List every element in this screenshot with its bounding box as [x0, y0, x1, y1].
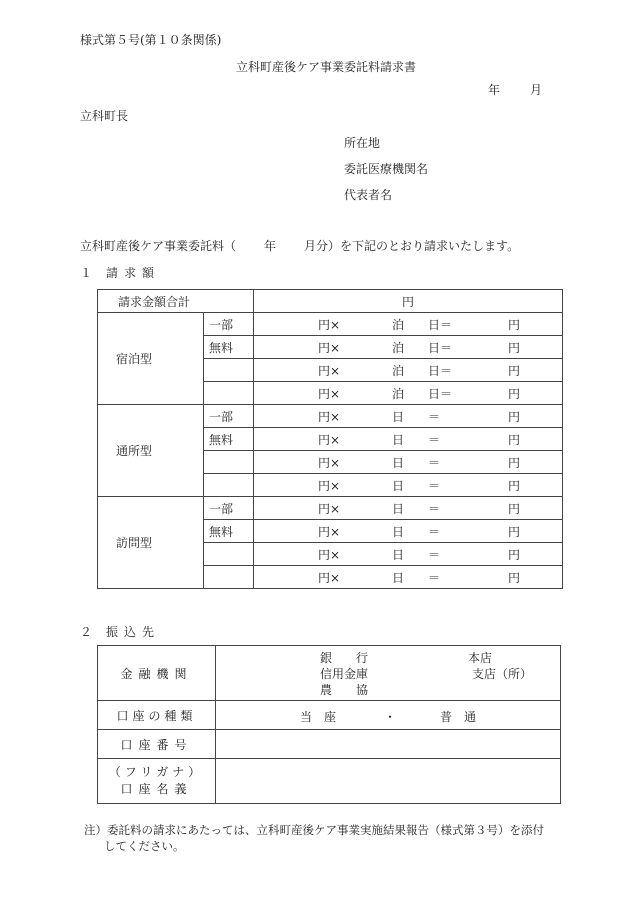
addressee: 立科町長 [80, 109, 129, 123]
intro-text [80, 237, 519, 254]
unit-price-yen: 円× [318, 317, 341, 332]
page-title: 立科町産後ケア事業委託料請求書 [236, 60, 417, 74]
unit-price-yen: 円× [318, 363, 341, 378]
group-label: 通所型 [98, 405, 204, 497]
institution-value [216, 646, 561, 701]
fee-type-cell: 一部 [204, 313, 254, 336]
ordinary-account-option: 普 通 [440, 710, 477, 724]
table-row [98, 730, 561, 759]
calc-cell [254, 520, 563, 543]
table-row [98, 646, 561, 701]
subtotal-yen: 円 [508, 478, 521, 493]
count-unit: 日 [392, 409, 405, 424]
count-unit: 泊 [392, 363, 405, 378]
holder-label-cell [98, 759, 216, 804]
calc-cell [254, 428, 563, 451]
account-type-label: 口座の種類 [98, 701, 216, 730]
fee-type-cell [204, 543, 254, 566]
fee-type-cell [204, 566, 254, 589]
applicant-institution-label: 委託医療機関名 [344, 162, 429, 176]
subtotal-yen: 円 [508, 547, 521, 562]
subtotal-yen: 円 [508, 363, 521, 378]
equals-unit: ＝ [428, 547, 441, 562]
subtotal-yen: 円 [508, 570, 521, 585]
count-unit: 日 [392, 501, 405, 516]
group-label: 宿泊型 [98, 313, 204, 405]
count-unit: 日 [392, 547, 405, 562]
table-row [98, 290, 563, 313]
count-unit: 日 [392, 524, 405, 539]
subtotal-yen: 円 [508, 524, 521, 539]
equals-unit: ＝ [428, 501, 441, 516]
bank-option: 銀 行 [320, 651, 369, 665]
equals-unit: ＝ [428, 409, 441, 424]
subtotal-yen: 円 [508, 340, 521, 355]
branch-option: 支店（所） [472, 667, 533, 681]
section1-number: １ [80, 266, 93, 280]
calc-cell [254, 313, 563, 336]
unit-price-yen: 円× [318, 409, 341, 424]
subtotal-yen: 円 [508, 386, 521, 401]
fee-type-cell [204, 382, 254, 405]
institution-label: 金融機関 [98, 646, 216, 701]
equals-unit: 日＝ [428, 386, 453, 401]
unit-price-yen: 円× [318, 501, 341, 516]
group-label: 訪問型 [98, 497, 204, 589]
equals-unit: ＝ [428, 570, 441, 585]
unit-price-yen: 円× [318, 570, 341, 585]
section2-heading [80, 623, 160, 640]
table-row [98, 497, 563, 520]
holder-label: 口座名義 [120, 782, 193, 796]
calc-cell [254, 336, 563, 359]
applicant-representative-label: 代表者名 [344, 188, 393, 202]
unit-price-yen: 円× [318, 547, 341, 562]
subtotal-yen: 円 [508, 501, 521, 516]
note-line1: 注）委託料の請求にあたっては、立科町産後ケア事業実施結果報告（様式第３号）を添付 [84, 823, 544, 837]
calc-cell [254, 474, 563, 497]
equals-unit: ＝ [428, 455, 441, 470]
count-unit: 日 [392, 432, 405, 447]
fee-type-cell: 一部 [204, 497, 254, 520]
section2-title: 振込先 [106, 625, 161, 639]
unit-price-yen: 円× [318, 478, 341, 493]
equals-unit: ＝ [428, 524, 441, 539]
account-number-value [216, 730, 561, 759]
furigana-label: （フリガナ） [108, 765, 205, 779]
fee-type-cell [204, 359, 254, 382]
current-account-option: 当 座 [300, 710, 337, 724]
subtotal-yen: 円 [508, 432, 521, 447]
invoice-table [97, 289, 563, 589]
bank-table [97, 645, 561, 804]
table-row [98, 405, 563, 428]
table-row [98, 701, 561, 730]
calc-cell [254, 405, 563, 428]
equals-unit: ＝ [428, 432, 441, 447]
section1-title: 請求額 [106, 266, 161, 280]
equals-unit: 日＝ [428, 317, 453, 332]
fee-type-cell: 無料 [204, 428, 254, 451]
equals-unit: 日＝ [428, 363, 453, 378]
count-unit: 日 [392, 455, 405, 470]
unit-price-yen: 円× [318, 386, 341, 401]
fee-type-cell: 無料 [204, 520, 254, 543]
head-office-option: 本店 [468, 651, 493, 665]
unit-price-yen: 円× [318, 524, 341, 539]
fee-type-cell [204, 474, 254, 497]
equals-unit: 日＝ [428, 340, 453, 355]
intro-year: 年 [264, 239, 277, 253]
type-separator: ・ [384, 710, 397, 724]
calc-cell [254, 543, 563, 566]
intro-month-suffix: 月分）を下記のとおり請求いたします。 [304, 239, 520, 253]
table-row [98, 759, 561, 804]
account-number-label: 口座番号 [98, 730, 216, 759]
count-unit: 日 [392, 478, 405, 493]
calc-cell [254, 497, 563, 520]
subtotal-yen: 円 [508, 317, 521, 332]
intro-prefix: 立科町産後ケア事業委託料（ [80, 239, 237, 253]
note-line2: してください。 [104, 839, 185, 853]
calc-cell [254, 359, 563, 382]
section2-number: ２ [80, 625, 93, 639]
subtotal-yen: 円 [508, 409, 521, 424]
calc-cell [254, 566, 563, 589]
fee-type-cell: 無料 [204, 336, 254, 359]
equals-unit: ＝ [428, 478, 441, 493]
count-unit: 日 [392, 570, 405, 585]
applicant-address-label: 所在地 [344, 136, 381, 150]
total-label: 請求金額合計 [98, 290, 254, 313]
account-type-value [216, 701, 561, 730]
fee-type-cell [204, 451, 254, 474]
unit-price-yen: 円× [318, 340, 341, 355]
fee-type-cell: 一部 [204, 405, 254, 428]
holder-value [216, 759, 561, 804]
count-unit: 泊 [392, 317, 405, 332]
total-amount: 円 [254, 290, 563, 313]
section1-heading [80, 264, 160, 281]
unit-price-yen: 円× [318, 432, 341, 447]
calc-cell [254, 451, 563, 474]
subtotal-yen: 円 [508, 455, 521, 470]
count-unit: 泊 [392, 340, 405, 355]
calc-cell [254, 382, 563, 405]
unit-price-yen: 円× [318, 455, 341, 470]
agri-coop-option: 農 協 [320, 683, 369, 697]
form-number: 様式第５号(第１０条関係) [80, 33, 222, 47]
credit-union-option: 信用金庫 [320, 667, 369, 681]
count-unit: 泊 [392, 386, 405, 401]
date-month: 月 [530, 83, 543, 97]
date-year: 年 [488, 83, 501, 97]
table-row [98, 313, 563, 336]
